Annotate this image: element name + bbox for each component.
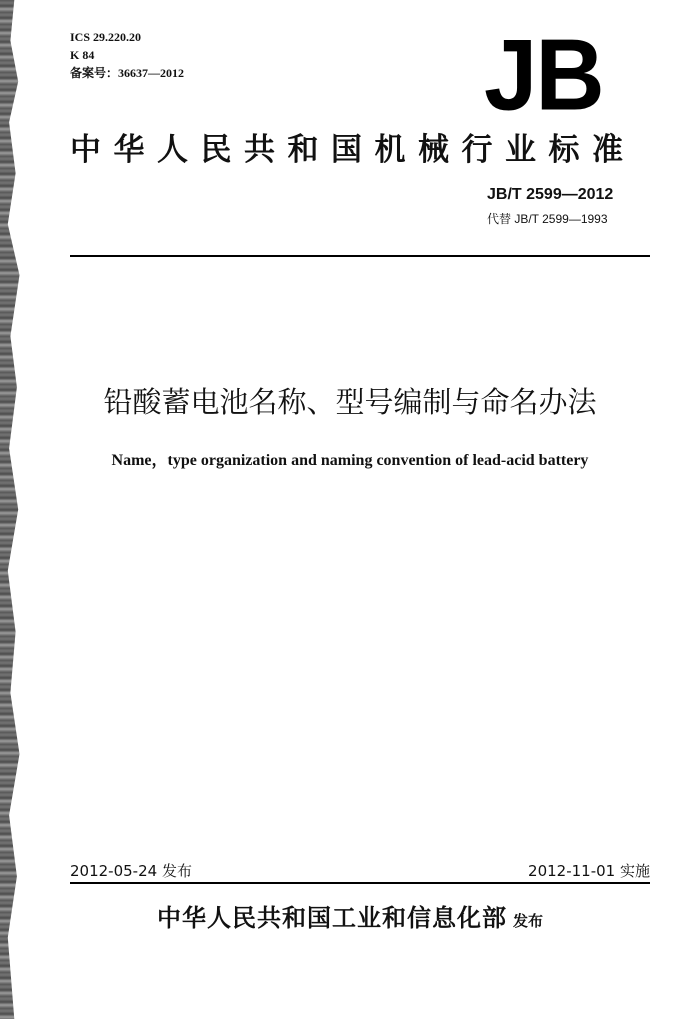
bottom-divider xyxy=(70,882,650,884)
title-english: Name，type organization and naming convention of lead-acid battery xyxy=(111,452,589,469)
jb-logo: JB xyxy=(484,19,603,132)
record-number: 备案号：36637—2012 xyxy=(70,66,185,80)
issuing-standard-type: 中华人民共和国机械行业标准 xyxy=(70,132,636,168)
ics-code: ICS 29.220.20 xyxy=(70,30,142,44)
standard-number: JB/T 2599—2012 xyxy=(487,186,614,203)
issue-date: 2012-05-24 发布 xyxy=(70,862,192,880)
replaces-standard: 代替 JB/T 2599—1993 xyxy=(487,212,608,226)
scan-edge-shadow xyxy=(0,0,26,1019)
publisher-name: 中华人民共和国工业和信息化部 xyxy=(156,904,507,932)
classification-block xyxy=(70,28,184,82)
category-code: K 84 xyxy=(70,48,95,62)
publisher-suffix: 发布 xyxy=(512,912,543,930)
top-divider xyxy=(70,255,650,257)
title-chinese: 铅酸蓄电池名称、型号编制与命名办法 xyxy=(103,385,597,419)
publisher xyxy=(0,898,700,933)
implementation-date: 2012-11-01 实施 xyxy=(528,862,650,880)
